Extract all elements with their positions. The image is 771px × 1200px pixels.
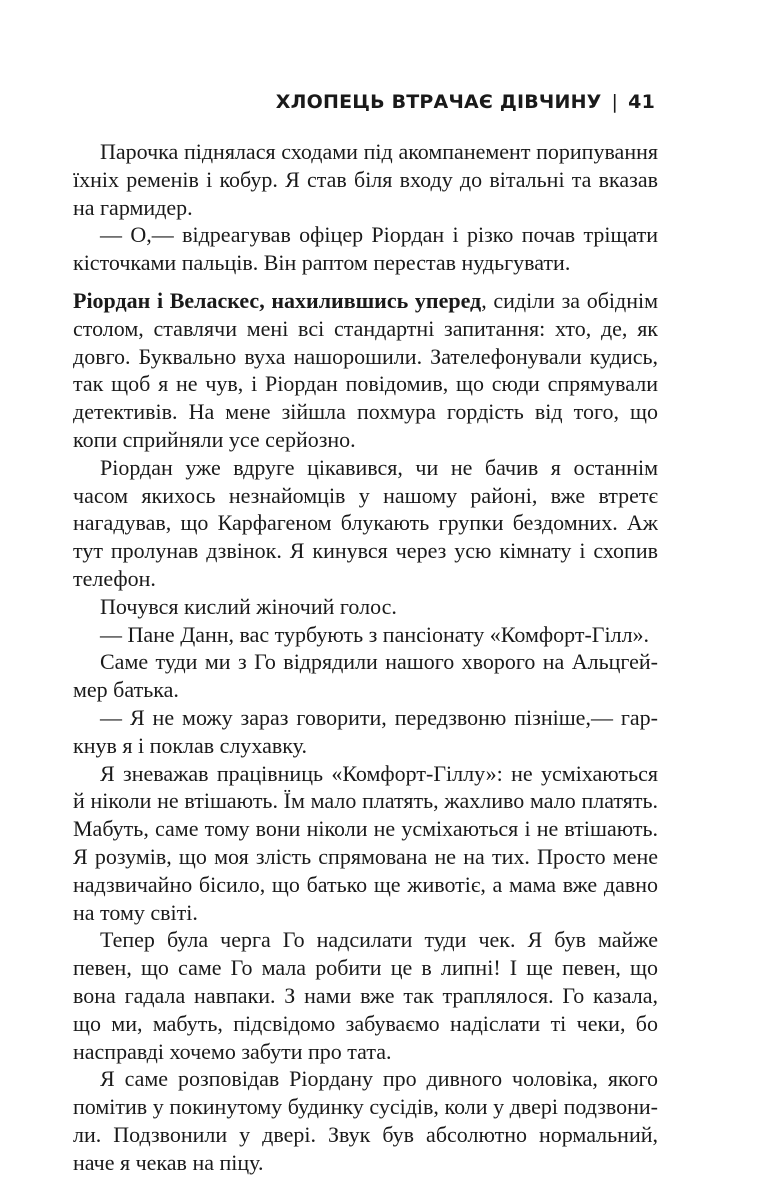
body-text-section-1 xyxy=(73,138,658,277)
page-number: 41 xyxy=(628,91,655,113)
paragraph: Тепер була черга Го надсилати туди чек. Я був майже певен, що саме Го мала робити це в липні! І ще певен, що вона гадала навпаки. З нами вже так траплялося. Го казала, що ми, мабуть, підсвідомо забуваємо надіслати ті чеки, бо насправді хочемо забути про тата. xyxy=(73,927,658,1064)
paragraph: Саме туди ми з Го відрядили нашого хворого на Альцгеймер батька. xyxy=(73,649,658,703)
paragraph: Я зневажав працівниць «Комфорт-Гіллу»: не усміхаються й ніколи не втішають. Їм мало платять, жахливо мало платять. Мабуть, саме тому вони ніколи не усміхаються і не втішають. Я розумів, що моя злість спрямована не на тих. Просто мене надзвичайно бісило, що батько ще животіє, а мама вже давно на тому світі. xyxy=(73,760,658,925)
paragraph: Почувся кислий жіночий голос. xyxy=(100,593,397,619)
paragraph: — Пане Данн, вас турбують з пансіонату «Комфорт-Гілл». xyxy=(100,621,650,647)
body-text-section-2 xyxy=(73,287,658,1177)
chapter-title: ХЛОПЕЦЬ ВТРАЧАЄ ДІВЧИНУ xyxy=(275,91,602,113)
running-header xyxy=(100,88,655,116)
section-lead-rest: , сиділи за обіднім столом, ставлячи мені всі стандартні запитання: хто, де, як довго. Буквально вуха нашорошили. Зателефонували кудись, так щоб я не чув, і Ріордан повідомив, що сюди спрямували детективів. На мене зійшла похмура гордість від того, що копи сприйняли усе серйозно. xyxy=(73,288,659,452)
paragraph: Ріордан уже вдруге цікавився, чи не бачив я останнім часом якихось незнайомців у нашому районі, вже втретє нагадував, що Карфагеном блукають групки бездомних. Аж тут пролунав дзвінок. Я кинувся через усю кімнату і схопив телефон. xyxy=(73,454,658,591)
section-lead-bold: Ріордан і Веласкес, нахилившись уперед xyxy=(73,288,482,313)
header-separator: | xyxy=(611,91,619,113)
paragraph: — О,— відреагував офіцер Ріордан і різко почав тріщати кісточками пальців. Він раптом перестав нудьгувати. xyxy=(73,222,658,276)
paragraph: Парочка піднялася сходами під акомпанемент порипування їхніх ременів і кобур. Я став біля входу до вітальні та вказав на гармидер. xyxy=(73,139,658,220)
paragraph: Я саме розповідав Ріордану про дивного чоловіка, якого помітив у покинутому будинку сусідів, коли у двері подзвонили. Подзвонили у двері. Звук був абсолютно нормальний, наче я чекав на піцу. xyxy=(73,1066,658,1175)
section-opening-paragraph xyxy=(73,287,658,454)
paragraph: — Я не можу зараз говорити, передзвоню пізніше,— гаркнув я і поклав слухавку. xyxy=(73,704,658,758)
